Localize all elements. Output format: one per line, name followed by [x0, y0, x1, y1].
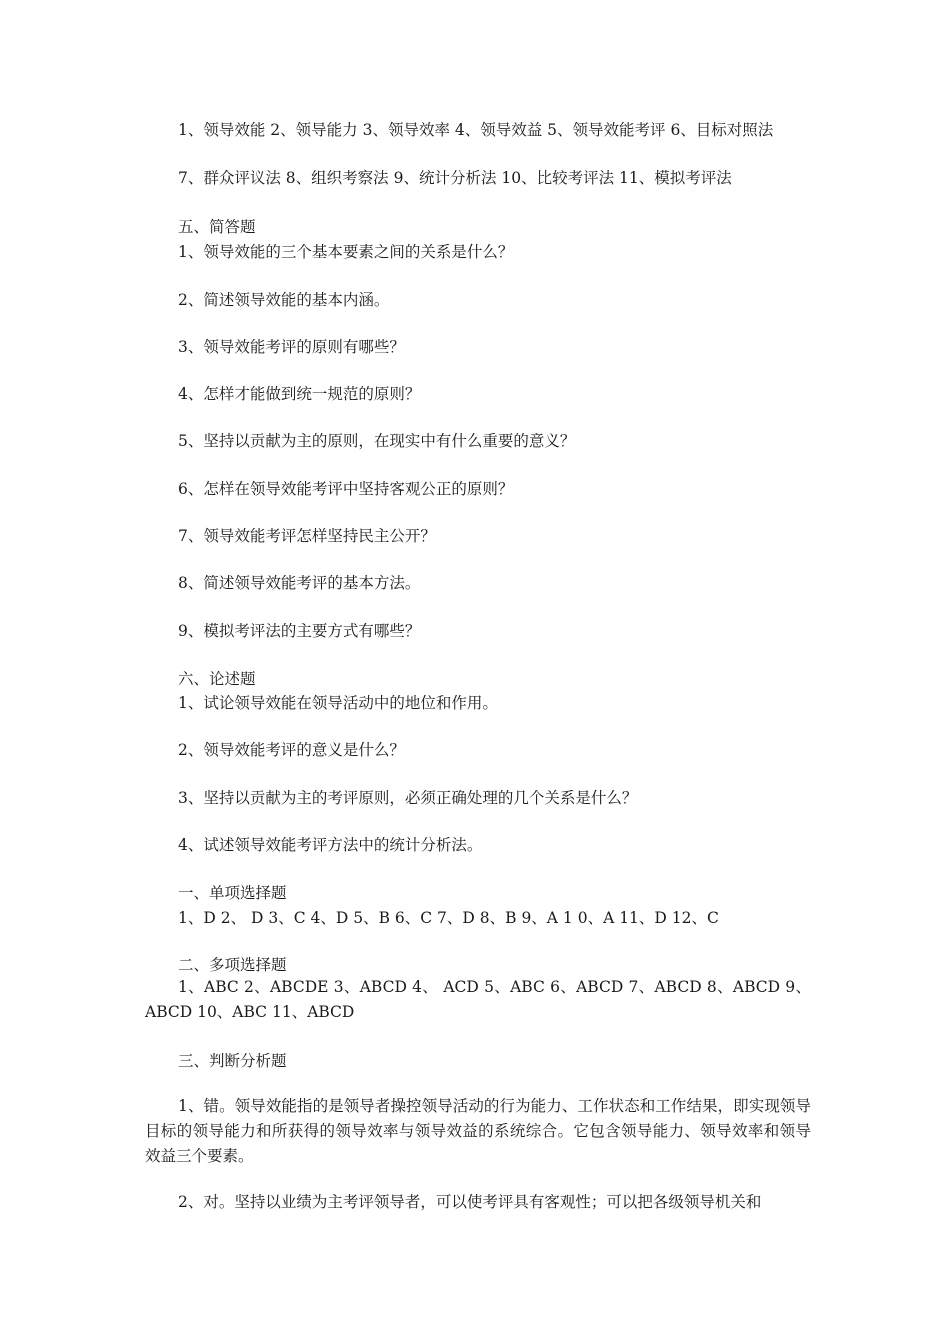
answer-single-choice: 1、D 2、 D 3、C 4、D 5、B 6、C 7、D 8、B 9、A 1 0、A 11、D 12、C	[178, 909, 719, 927]
judgement-answer-item: 1、错。领导效能指的是领导者操控领导活动的行为能力、工作状态和工作结果，即实现领导目标的领导能力和所获得的领导效率与领导效益的系统综合。它包含领导能力、领导效率和领导效益三个要素。	[145, 1097, 811, 1165]
answer-section-title-single-choice: 一、单项选择题	[178, 884, 287, 902]
question-item: 1、领导效能的三个基本要素之间的关系是什么？	[178, 243, 514, 261]
essay-question-item: 4、试述领导效能考评方法中的统计分析法。	[178, 836, 483, 854]
terms-line-1: 1、领导效能 2、领导能力 3、领导效率 4、领导效益 5、领导效能考评 6、目标对照法	[178, 121, 774, 139]
question-item: 6、怎样在领导效能考评中坚持客观公正的原则？	[178, 480, 514, 498]
section-title-short-answer: 五、简答题	[178, 218, 256, 236]
essay-question-item: 3、坚持以贡献为主的考评原则，必须正确处理的几个关系是什么？	[178, 789, 638, 807]
question-item: 8、简述领导效能考评的基本方法。	[178, 574, 421, 592]
answer-section-title-multi-choice: 二、多项选择题	[178, 956, 287, 974]
judgement-answer-item: 2、对。坚持以业绩为主考评领导者，可以使考评具有客观性；可以把各级领导机关和	[178, 1193, 762, 1211]
question-item: 7、领导效能考评怎样坚持民主公开？	[178, 527, 436, 545]
question-item: 3、领导效能考评的原则有哪些？	[178, 338, 405, 356]
answer-multi-choice: 1、ABC 2、ABCDE 3、ABCD 4、 ACD 5、ABC 6、ABCD 7、ABCD 8、ABCD 9、ABCD 10、ABC 11、ABCD	[145, 978, 811, 1021]
question-item: 2、简述领导效能的基本内涵。	[178, 291, 390, 309]
question-item: 4、怎样才能做到统一规范的原则？	[178, 385, 421, 403]
essay-question-item: 1、试论领导效能在领导活动中的地位和作用。	[178, 694, 498, 712]
answer-section-title-judgement: 三、判断分析题	[178, 1052, 287, 1070]
section-title-essay: 六、论述题	[178, 670, 256, 688]
essay-question-item: 2、领导效能考评的意义是什么？	[178, 741, 405, 759]
question-item: 5、坚持以贡献为主的原则，在现实中有什么重要的意义？	[178, 432, 576, 450]
terms-line-2: 7、群众评议法 8、组织考察法 9、统计分析法 10、比较考评法 11、模拟考评法	[178, 169, 732, 187]
question-item: 9、模拟考评法的主要方式有哪些？	[178, 622, 421, 640]
